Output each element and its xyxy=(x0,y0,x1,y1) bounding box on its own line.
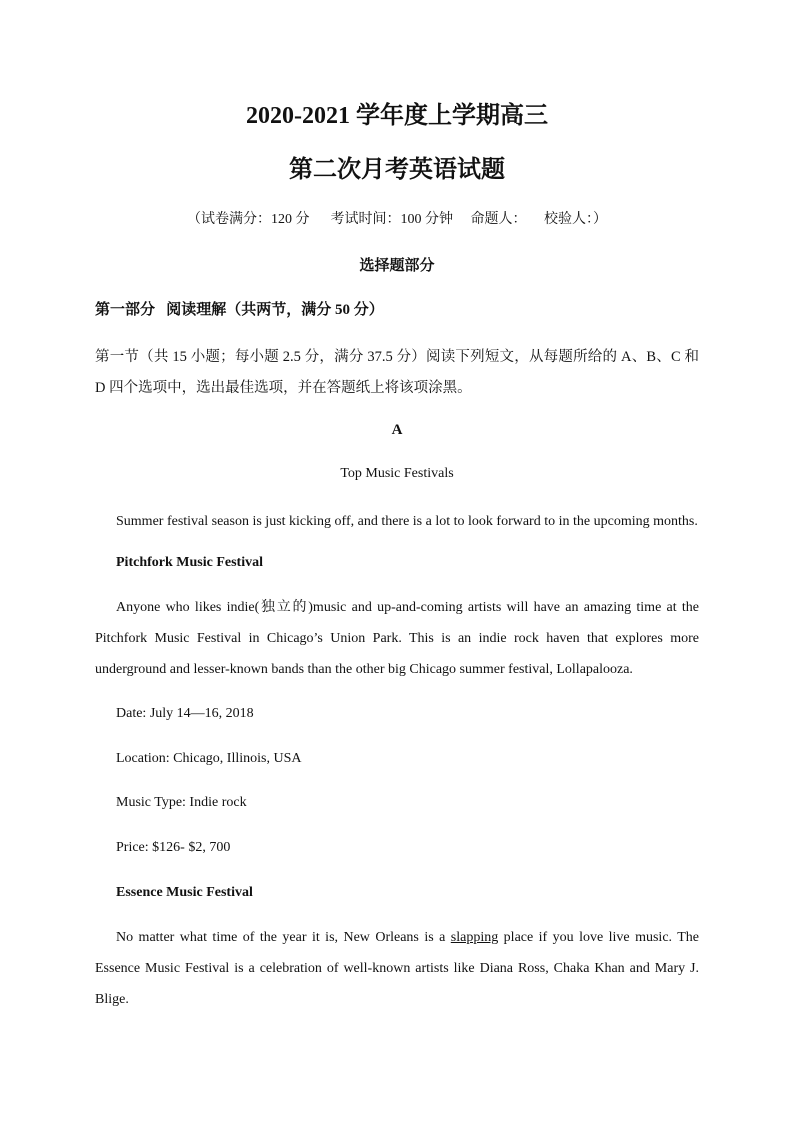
festival-heading-essence: Essence Music Festival xyxy=(116,885,253,900)
festival-music-type: Music Type: Indie rock xyxy=(116,795,247,810)
essence-desc-end: place if you love live music. The Essence Music Festival is a celebration of well-known artists like Diana Ross, Chaka Khan and Mary J. Blige. xyxy=(95,930,699,1007)
underlined-word: slapping xyxy=(450,930,499,945)
festival-heading-pitchfork: Pitchfork Music Festival xyxy=(116,555,263,570)
passage-letter: A xyxy=(391,422,403,438)
part-one-heading: 第一部分 阅读理解（共两节，满分 50 分） xyxy=(95,302,384,318)
festival-description-essence xyxy=(95,922,699,1015)
festival-price: Price: $126- $2, 700 xyxy=(116,840,231,855)
section-label: 选择题部分 xyxy=(359,258,435,274)
festival-date: Date: July 14—16, 2018 xyxy=(116,706,254,721)
passage-title: Top Music Festivals xyxy=(340,466,454,481)
festival-location: Location: Chicago, Illinois, USA xyxy=(116,751,302,766)
passage-intro: Summer festival season is just kicking off, and there is a lot to look forward to in the upcoming months. xyxy=(116,514,698,529)
festival-description-pitchfork: Anyone who likes indie(独立的)music and up-and-coming artists will have an amazing time at the Pitchfork Music Festival in Chicago’s Union Park. This is an indie rock haven that explores more underground and lesser-known bands than the other big Chicago summer festival, Lollapalooza. xyxy=(95,600,699,677)
exam-info: （试卷满分：120 分 考试时间：100 分钟 命题人： 校验人：） xyxy=(187,212,607,227)
section-instructions: 第一节（共 15 小题；每小题 2.5 分，满分 37.5 分）阅读下列短文，从每题所给的 A、B、C 和 D 四个选项中，选出最佳选项，并在答题纸上将该项涂黑。 xyxy=(95,349,699,396)
exam-title-subject: 第二次月考英语试题 xyxy=(289,157,505,183)
exam-title-year: 2020-2021 学年度上学期高三 xyxy=(246,103,548,129)
essence-desc-start: No matter what time of the year it is, New Orleans is a xyxy=(116,930,451,945)
